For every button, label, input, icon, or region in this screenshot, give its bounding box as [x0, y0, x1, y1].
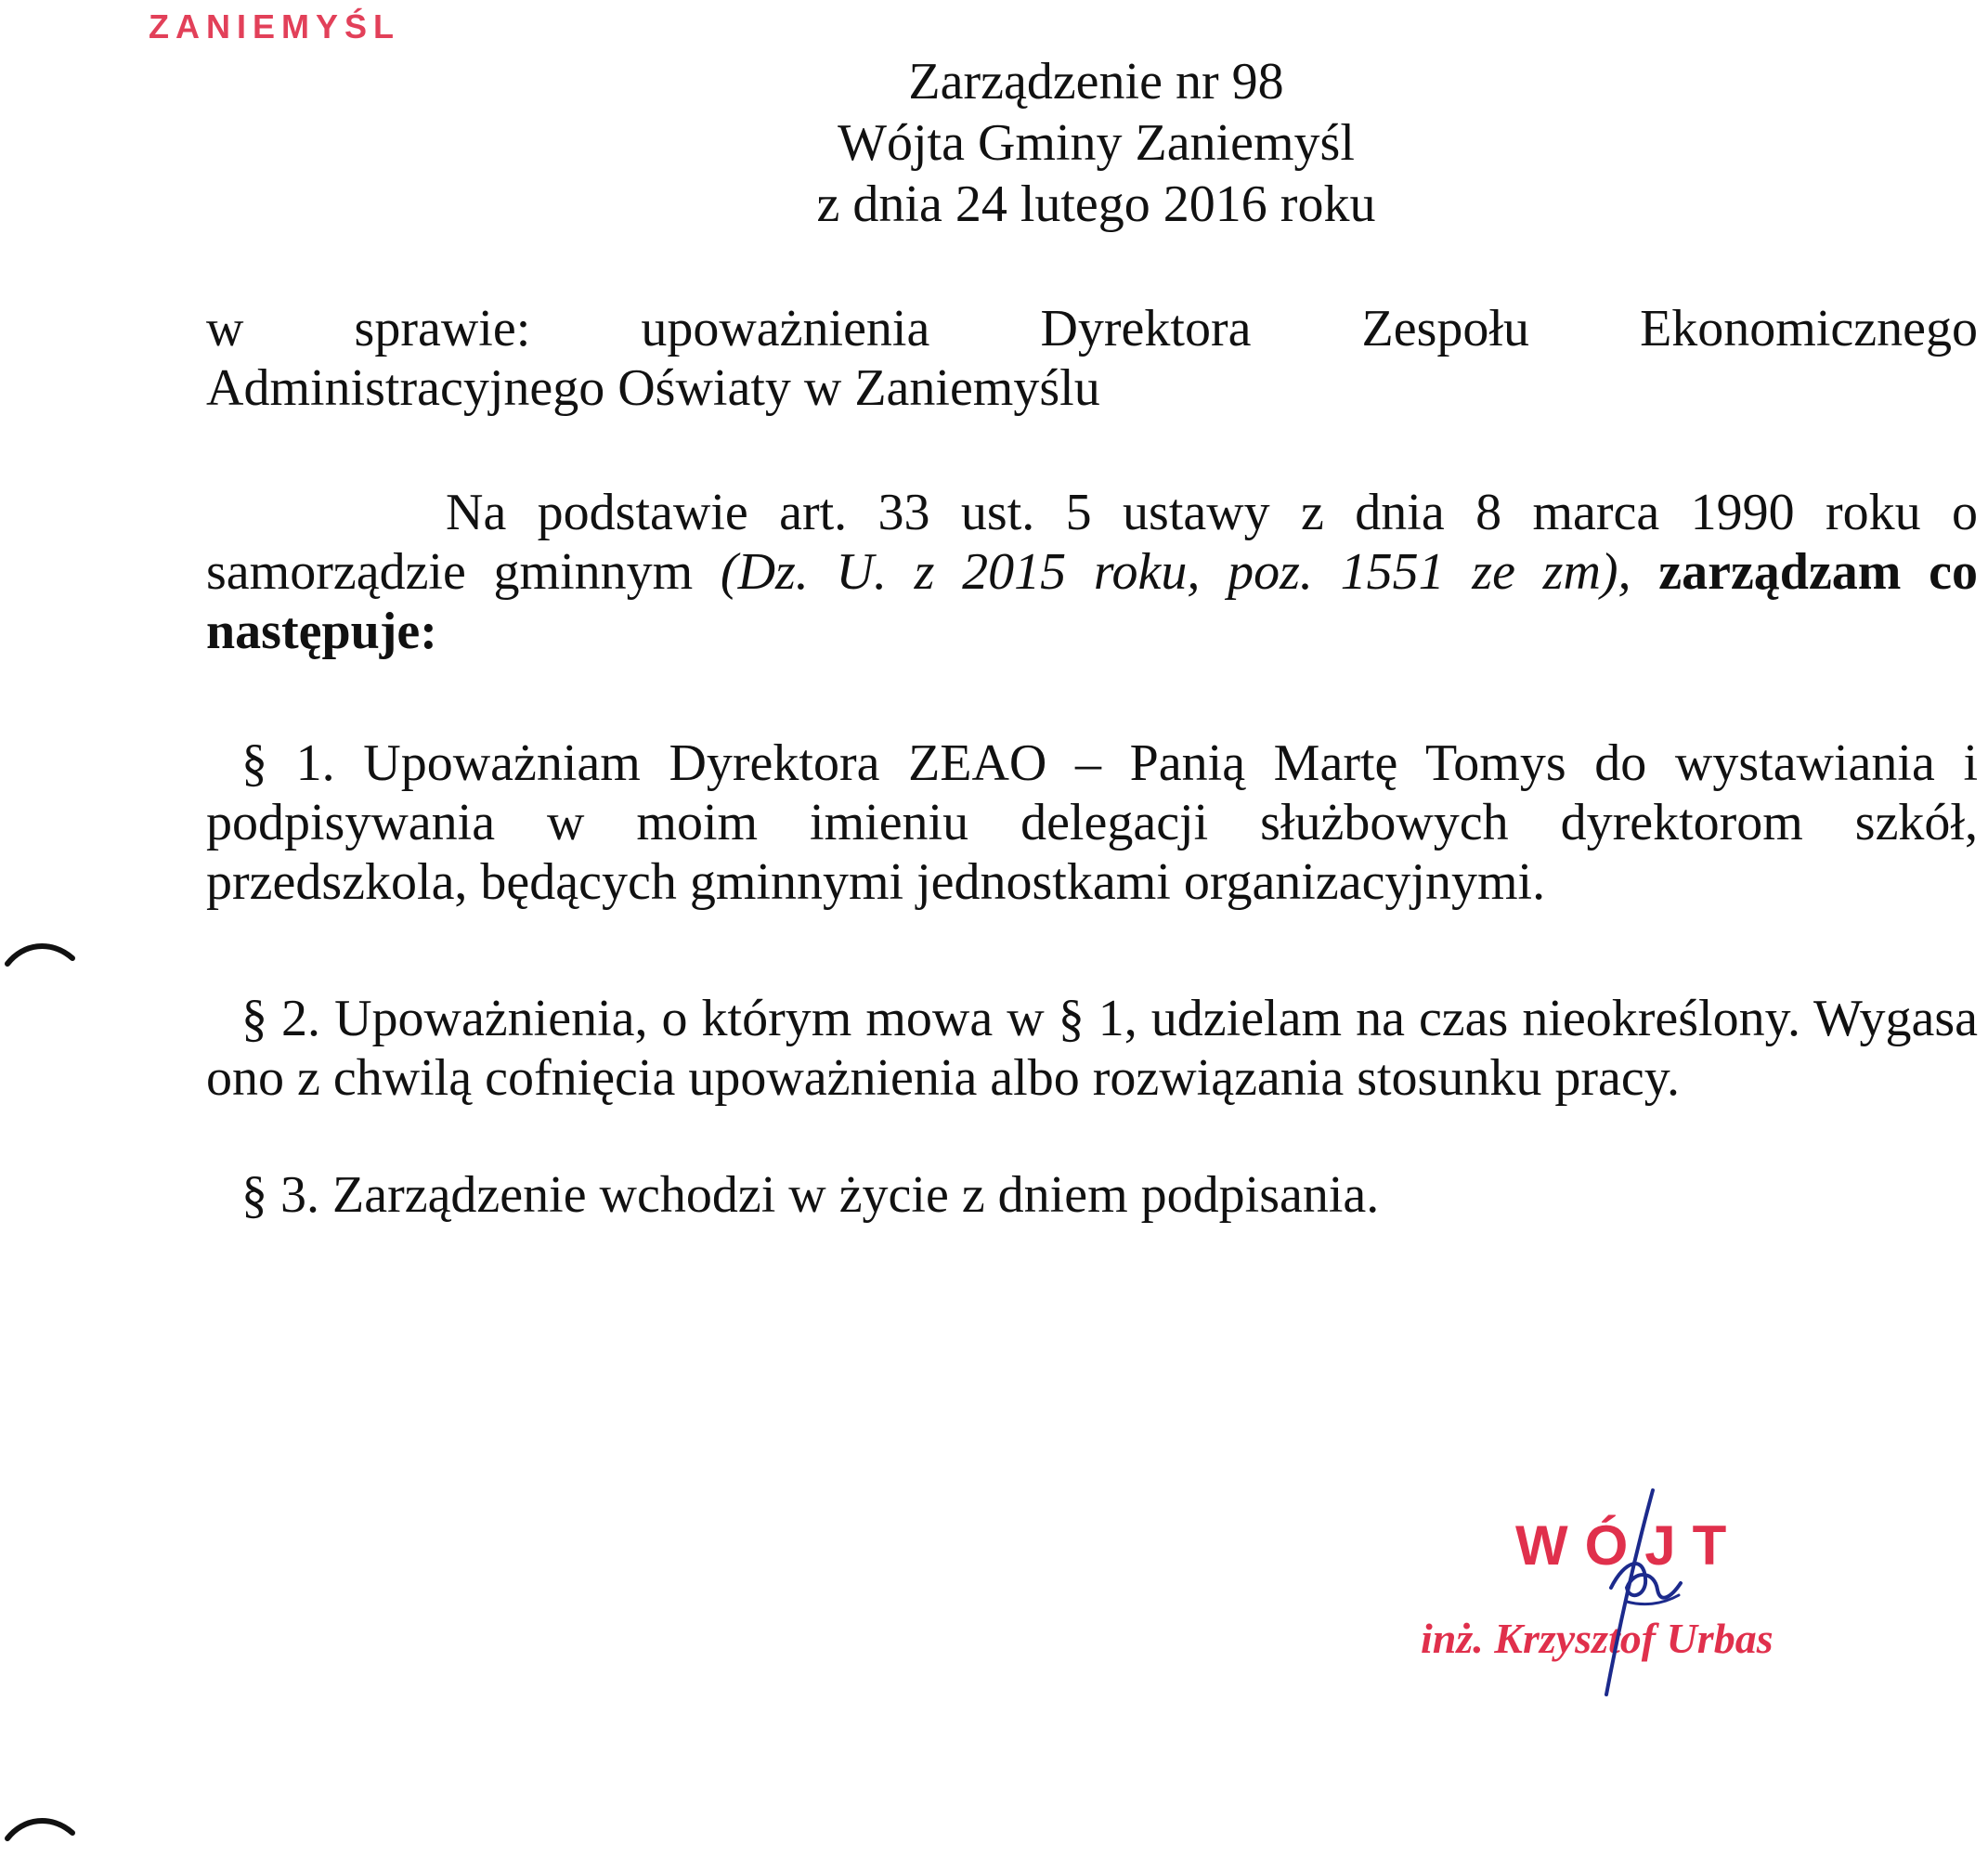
legal-basis-text: Na podstawie art. 33 ust. 5 ustawy z dnia 8 marca 1990 roku o samorządzie gminnym — [206, 484, 1978, 601]
handwritten-signature — [1541, 1486, 1718, 1699]
punch-hole-mark — [0, 927, 84, 982]
title-line-3: z dnia 24 lutego 2016 roku — [816, 175, 1376, 233]
paragraph-3-text: § 3. Zarządzenie wchodzi w życie z dniem podpisania. — [241, 1166, 1380, 1224]
paragraph-1-text: § 1. Upoważniam Dyrektora ZEAO – Panią Martę Tomys do wystawiania i podpisywania w moim imieniu delegacji służbowych dyrektorom szkół, przedszkola, będących gminnymi jednostkami organizacyjnymi. — [206, 734, 1978, 911]
signature-stamp-name: inż. Krzysztof Urbas — [1421, 1615, 1774, 1662]
legal-basis-closing: zarządzam co następuje: — [206, 543, 1979, 660]
paragraph-2 — [206, 989, 1978, 1108]
subject-line-1 — [206, 299, 1978, 358]
subject-word: Dyrektora — [1040, 300, 1252, 357]
subject-word: Ekonomicznego — [1640, 300, 1978, 357]
legal-basis — [206, 483, 1978, 661]
subject-word: Zespołu — [1361, 300, 1529, 357]
subject-word: sprawie: — [354, 300, 531, 357]
punch-hole-mark — [0, 1801, 84, 1857]
document-title — [0, 51, 1988, 235]
title-line-2: Wójta Gminy Zaniemyśl — [838, 114, 1355, 172]
title-line-1: Zarządzenie nr 98 — [908, 53, 1284, 110]
stamp-header: ZANIEMYŚL — [149, 7, 401, 45]
subject-word: upoważnienia — [641, 300, 930, 357]
subject-line-2: Administracyjnego Oświaty w Zaniemyślu — [206, 359, 1100, 417]
subject-word: w — [206, 300, 244, 357]
signature-stamp-title: WÓJT — [1515, 1514, 1744, 1577]
subject-block — [206, 299, 1978, 418]
paragraph-3 — [206, 1165, 1978, 1225]
paragraph-2-text: § 2. Upoważnienia, o którym mowa w § 1, udzielam na czas nieokreślony. Wygasa ono z chwilą cofnięcia upoważnienia albo rozwiązania stosunku pracy. — [206, 990, 1978, 1107]
legal-basis-citation: (Dz. U. z 2015 roku, poz. 1551 ze zm), — [720, 543, 1631, 601]
paragraph-1 — [206, 734, 1978, 912]
